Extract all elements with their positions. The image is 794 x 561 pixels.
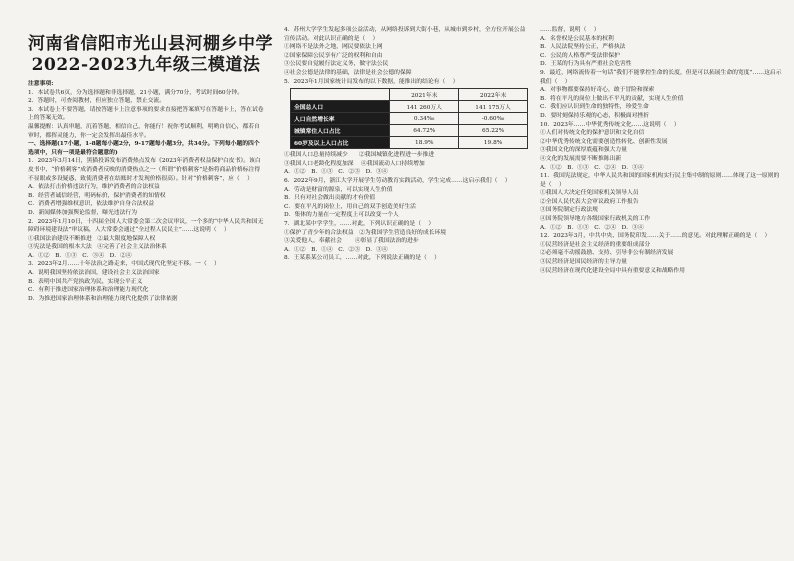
text-line: ……监督，说明（ ） <box>540 27 600 33</box>
row-label: 人口自然增长率 <box>291 113 390 125</box>
text-line: 12．2023年3月，中共中央、国务院印发……关于……的意见。对此理解正确的是（ ） <box>540 233 771 240</box>
text-line: B．人民法院坚持公正，严格执法 <box>540 44 626 51</box>
text-line: ④文化的发展需要不断推陈出新 <box>540 155 622 162</box>
table-cell: 141 260万人 <box>390 101 459 113</box>
text-line: ③关爱他人，奉献社会 ④彰显了我国法治的进步 <box>284 238 419 245</box>
row-label: 全国总人口 <box>291 101 390 113</box>
text-line: ③国务院制定行政法规 <box>540 207 598 214</box>
column-left <box>28 0 273 303</box>
text-line: A．说明我国坚持依法治国，建设社会主义法治国家 <box>28 270 160 277</box>
text-line: B．经营者诚信经营，明码标价，保护消费者的知情权 <box>28 192 166 199</box>
table-cell: -0.60‰ <box>459 113 528 125</box>
text-line: ①网络不是法外之地，网民要依法上网 <box>284 44 383 51</box>
table-cell: 0.34‰ <box>390 113 459 125</box>
column-right-text <box>540 26 784 275</box>
text-line: A．①② B．①③ C．③④ D．②④ <box>28 252 132 259</box>
text-line: ①我国人大决定任免国家机关领导人员 <box>540 190 639 197</box>
text-line: 6．2022年9月，浙江大学开展学生劳动教育实践活动，学生完成……这启示我们（ ） <box>284 177 511 184</box>
text-line: D．新闻媒体加强舆论监督，曝光违法行为 <box>28 209 137 216</box>
text-line: ③公民要自觉履行法定义务，做守法公民 <box>284 61 389 68</box>
text-line: ①我国法治建设不断推进 ②最大限度地保障人权 <box>28 235 156 242</box>
text-line: B．将在平凡的岗位上做出不平凡的贡献，实现人生价值 <box>540 95 684 102</box>
text-line: 一、选择题(17小题，1-8题每小题2分，9-17题每小题3分，共34分。下列每小题的四个选项中，只有一项是最符合题意的) <box>28 141 260 156</box>
row-label: 60岁及以上人口占比 <box>291 137 390 149</box>
text-line: ②必须毫不动摇鼓励、支持、引导非公有制经济发展 <box>540 250 674 257</box>
table-row <box>291 125 528 137</box>
text-line: 1．2023年3月14日，黑猫投诉发布消费热点发布《2023年消费者权益保护白皮书》。该白皮书中，“价格刺客”成消费者反映的消费热点之一（所谓“价格刺客”是指将商品价格标注得不显眼或多设疑惑，致使消费者在结账时才发现价格很高）。针对“价格刺客”，应（ ） <box>28 158 261 182</box>
text-line: 11．我国宪法规定，中华人民共和国的国家机构实行民主集中制的原则……体现了这一原则的是（ ） <box>540 173 780 188</box>
table-cell: 18.9% <box>390 137 459 149</box>
column-left-text <box>28 80 264 303</box>
text-line: ①我国人口总量持续减少 ②我国城镇化进程进一步推进 <box>284 152 435 159</box>
title-line-2: 2022-2023九年级三模道法 <box>31 55 261 75</box>
text-line: D．要时刻保持乐观的心态，积极面对挫折 <box>540 112 649 119</box>
text-line: ①人们对传统文化的保护意识和文化自信 <box>540 130 645 137</box>
text-line: A．①② B．①③ C．②④ D．③④ <box>540 164 644 171</box>
text-line: ③宪法是我国的根本大法 ④完善了社会主义法治体系 <box>28 244 167 251</box>
population-table <box>290 88 528 149</box>
text-line: D．集体的力量在一定程度上可以改变一个人 <box>284 212 399 219</box>
text-line: A．劳动是财富的源泉，可以实现人生价值 <box>284 186 393 193</box>
table-cell: 65.22% <box>459 125 528 137</box>
table-cell: 19.8% <box>459 137 528 149</box>
exam-title <box>28 34 273 76</box>
text-line: ②国家保障公民享有广泛的权利和自由 <box>284 52 383 59</box>
text-line: A．①② B．①③ C．②④ D．③④ <box>540 224 644 231</box>
text-line: ③我国人口老龄化程度加深 ④我国流动人口持续增加 <box>284 160 425 167</box>
text-line: ①民营经济是社会主义经济的重要组成部分 <box>540 241 651 248</box>
text-line: C．有利于推进国家治理体系和治理能力现代化 <box>28 287 149 294</box>
table-row <box>291 101 528 113</box>
text-line: A．名誉权是公民基本的权利 <box>540 35 614 42</box>
text-line: ③我国文化的深厚底蕴和强大力量 <box>540 147 627 154</box>
column-right <box>540 0 784 275</box>
text-line: C．公民的人格尊严受法律保护 <box>540 52 620 59</box>
table-header-cell <box>291 89 390 101</box>
text-line: ④民营经济在现代化建设全局中具有重要意义和战略作用 <box>540 267 685 274</box>
text-line: B．只有对社会做出贡献的才有价值 <box>284 195 376 202</box>
text-line: D．王某的行为具有严重社会危害性 <box>540 61 632 68</box>
text-line: ④社会公德是法律的基础，法律是社会公德的保障 <box>284 69 412 76</box>
table-row <box>291 113 528 125</box>
text-line: 8．王某系某公司员工，……对此，下列说法正确的是（ ） <box>284 255 440 262</box>
text-line: C．我们应认识到生命的独特性，珍爱生命 <box>540 104 649 111</box>
text-line: 10．2023年……中华优秀传统文化……这说明（ ） <box>540 121 680 128</box>
text-line: 3．2023年2月……十年法治之路走来，中国式现代化坚定不移。一（ ） <box>28 261 220 268</box>
text-line: ①保护了青少年的合法权益 ②为我国学生营造良好的成长环境 <box>284 229 447 236</box>
text-line: 2．2023年1月10日，十四届全国人大常委会第二次会议审议，一个多的“中华人民共和国无障碍环境建设法”审议稿，人大常委会通过“全过程人民民主”……这说明（ ） <box>28 218 264 234</box>
text-line: ②全国人民代表大会审议政府工作报告 <box>540 198 639 205</box>
text-line: A．对事物都要保持好奇心，敢于冒险和探索 <box>540 87 655 94</box>
text-line: 注意事项: <box>28 81 54 87</box>
text-line: 1．本试卷共6页，分为选择题和非选择题，21小题，满分70分，考试时间60分钟。 <box>28 89 244 96</box>
text-line: C．消费者增强维权意识，依法维护自身合法权益 <box>28 201 155 208</box>
column-middle <box>284 0 528 263</box>
table-header-cell: 2022年末 <box>459 89 528 101</box>
table-cell: 64.72% <box>390 125 459 137</box>
text-line: 温馨提醒：认真审题，沉着答题，相信自己，你能行！祝你考试顺利，明哟自信心，都若自审时，都挥灵能力，你一定会发挥出最佳水平。 <box>28 123 260 139</box>
text-line: A．依法打击价格违法行为，维护消费者的合法权益 <box>28 184 160 191</box>
text-line: A．①② B．①④ C．②③ D．③④ <box>284 246 388 253</box>
text-line: ②中华优秀传统文化需要创造性转化、创新性发展 <box>540 138 668 145</box>
text-line: C．要在平凡的岗位上，用自己的双手创造美好生活 <box>284 203 416 210</box>
text-line: 9．最近，网络流传着一句话“我们不能掌控生命的长度，但是可以拓展生命的宽度”……这启示我们（ ） <box>540 69 782 85</box>
text-line: B．表明中国共产党执政为民，实现公平正义 <box>28 278 143 285</box>
text-line: 2．答题时，可查阅教材，但应独立答题，禁止交流。 <box>28 98 166 105</box>
column-middle-text <box>284 26 528 86</box>
title-line-1: 河南省信阳市光山县河棚乡中学 <box>28 34 273 54</box>
row-label: 城镇常住人口占比 <box>291 125 390 137</box>
table-cell: 141 175万人 <box>459 101 528 113</box>
table-header-cell: 2021年末 <box>390 89 459 101</box>
column-middle-text-2 <box>284 151 528 263</box>
text-line: 7．湖北某中学学生，……对此，下列认识正确的是（ ） <box>284 220 435 227</box>
text-line: 5．2023年1月国家统计局发布的以下数据，能推出的结论有（ ） <box>284 78 459 85</box>
text-line: A．①② B．①③ C．②③ D．③④ <box>284 169 388 176</box>
text-line: 4．苏州大学学生发起多项公益活动，从网络投诉到大街小巷，从城市到乡村，全方位开展公益宣传活动。对此认识正确的是（ ） <box>284 27 526 42</box>
text-line: D．为推进国家治理体系和治理能力现代化提供了法律依据 <box>28 295 178 302</box>
text-line: ④国务院领导地方各级国家行政机关的工作 <box>540 216 651 223</box>
table-row <box>291 137 528 149</box>
text-line: 3．本试卷上不要答题，请按答题卡上注意事项的要求直接把答案填写在答题卡上，答在试卷上的答案无效。 <box>28 106 264 122</box>
table-header-row <box>291 89 528 101</box>
text-line: ③民营经济是国民经济的主导力量 <box>540 259 627 266</box>
